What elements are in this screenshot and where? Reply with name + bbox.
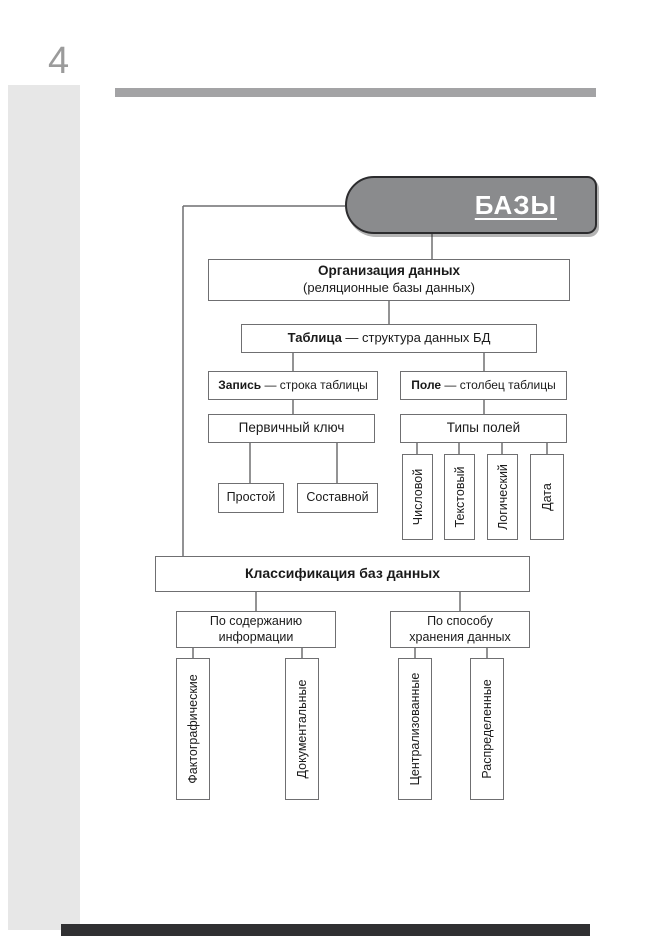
node-type-text-label: Текстовый xyxy=(452,466,467,528)
node-by-storage-line2: хранения данных xyxy=(409,629,511,644)
node-field-types-label: Типы полей xyxy=(446,420,521,436)
databases-tab-label: БАЗЫ xyxy=(474,189,557,220)
node-primary-key xyxy=(208,414,375,443)
left-margin-band xyxy=(8,85,80,930)
node-table xyxy=(241,324,537,353)
node-classification xyxy=(155,556,530,592)
node-primary-key-label: Первичный ключ xyxy=(238,420,345,436)
page-number: 4 xyxy=(48,40,70,82)
node-type-numeric xyxy=(402,454,433,540)
node-distributed-label: Распределенные xyxy=(480,679,494,779)
node-distributed xyxy=(470,658,504,800)
node-data-organization xyxy=(208,259,570,301)
node-factographic xyxy=(176,658,210,800)
node-type-logical xyxy=(487,454,518,540)
node-data-organization-subtitle: (реляционные базы данных) xyxy=(303,280,475,296)
node-centralized xyxy=(398,658,432,800)
node-type-text xyxy=(444,454,475,540)
node-by-storage xyxy=(390,611,530,648)
node-table-term: Таблица xyxy=(287,330,342,346)
node-documentary xyxy=(285,658,319,800)
node-key-simple xyxy=(218,483,284,513)
node-record xyxy=(208,371,378,400)
node-key-composite xyxy=(297,483,378,513)
node-documentary-label: Документальные xyxy=(295,679,309,779)
node-type-date xyxy=(530,454,564,540)
node-by-storage-line1: По способу xyxy=(427,613,493,628)
node-record-definition: — строка таблицы xyxy=(261,378,368,392)
top-rule xyxy=(115,88,596,97)
node-key-simple-label: Простой xyxy=(226,490,276,505)
node-key-composite-label: Составной xyxy=(306,490,369,505)
node-by-content-line2: информации xyxy=(218,629,294,644)
databases-tab-shape xyxy=(345,176,597,234)
node-field-definition: — столбец таблицы xyxy=(441,378,556,392)
node-classification-label: Классификация баз данных xyxy=(244,565,441,582)
node-record-term: Запись xyxy=(218,378,262,392)
node-field xyxy=(400,371,567,400)
bottom-rule xyxy=(61,924,590,936)
node-centralized-label: Централизованные xyxy=(408,672,422,786)
node-by-content-line1: По содержанию xyxy=(209,613,303,628)
node-data-organization-title: Организация данных xyxy=(317,263,461,279)
node-field-term: Поле xyxy=(411,378,442,392)
node-type-numeric-label: Числовой xyxy=(410,468,425,526)
node-type-logical-label: Логический xyxy=(495,464,510,530)
node-table-definition: — структура данных БД xyxy=(341,330,491,346)
node-field-types xyxy=(400,414,567,443)
node-by-content xyxy=(176,611,336,648)
node-factographic-label: Фактографические xyxy=(186,674,200,784)
node-type-date-label: Дата xyxy=(540,483,554,511)
